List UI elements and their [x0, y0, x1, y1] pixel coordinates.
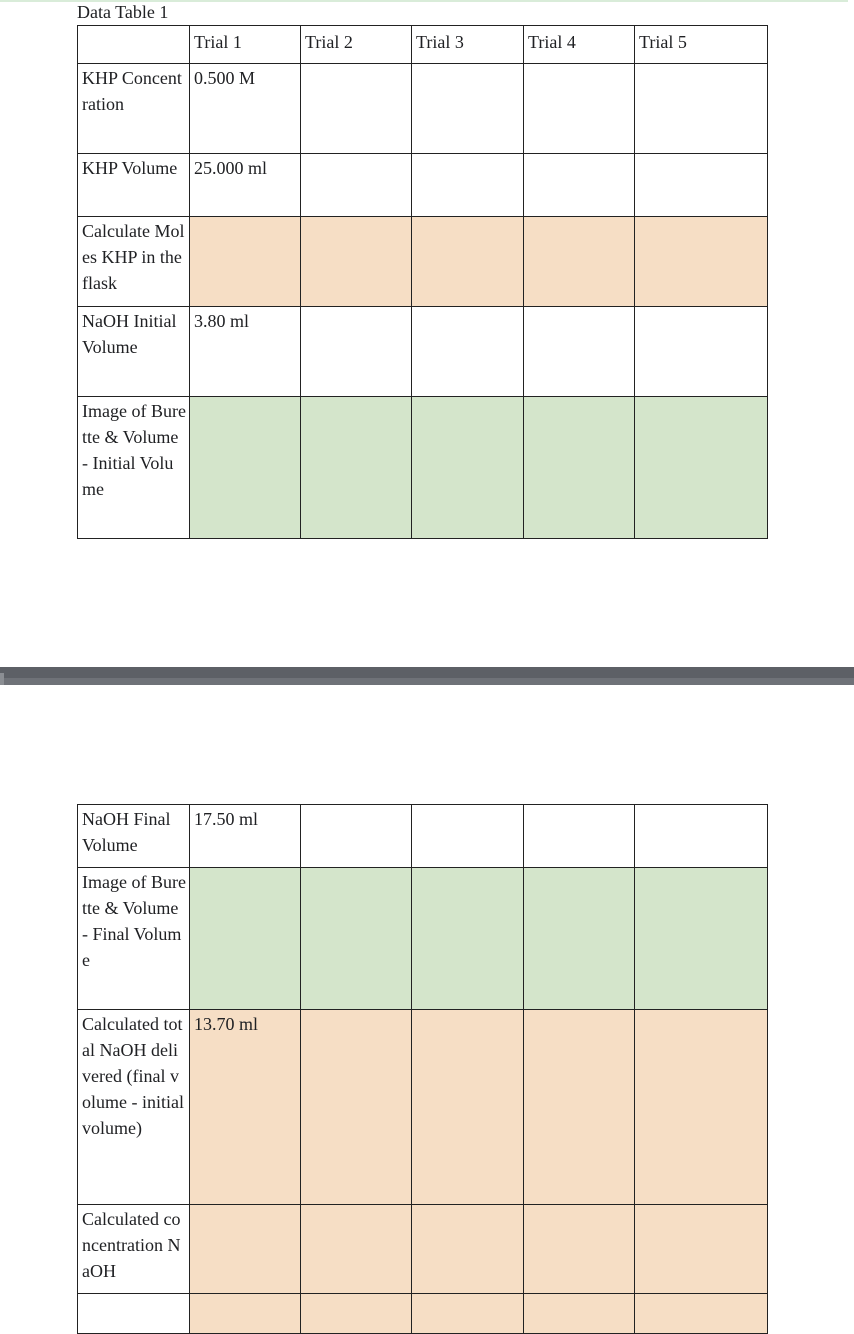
header-cell-trial-1: Trial 1: [190, 26, 301, 64]
header-row: [78, 26, 768, 64]
table-cell[interactable]: 17.50 ml: [190, 805, 301, 868]
table-caption: Data Table 1: [77, 2, 169, 22]
table-cell[interactable]: [524, 1010, 635, 1205]
table-cell[interactable]: [190, 868, 301, 1010]
table-cell[interactable]: [412, 1010, 524, 1205]
table-row: [78, 868, 768, 1010]
table-cell[interactable]: 0.500 M: [190, 64, 301, 154]
table-cell[interactable]: [635, 868, 768, 1010]
table-cell[interactable]: [635, 64, 768, 154]
table-cell[interactable]: [635, 154, 768, 217]
table-row: [78, 1010, 768, 1205]
row-label: Calculated total NaOH delivered (final volume - initial volume): [78, 1010, 190, 1205]
table-cell[interactable]: [412, 868, 524, 1010]
page-break-divider: [0, 667, 854, 685]
table-cell[interactable]: [190, 217, 301, 307]
table-cell[interactable]: [635, 805, 768, 868]
table-row: [78, 154, 768, 217]
table-cell[interactable]: [635, 217, 768, 307]
table-cell[interactable]: [524, 307, 635, 397]
table-cell[interactable]: [412, 307, 524, 397]
table-cell[interactable]: [524, 1294, 635, 1334]
header-cell-trial-4: Trial 4: [524, 26, 635, 64]
data-table-1-part-2: [77, 804, 768, 1334]
table-cell[interactable]: [301, 1294, 412, 1334]
table-cell[interactable]: [190, 1294, 301, 1334]
table-cell[interactable]: 13.70 ml: [190, 1010, 301, 1205]
table-cell[interactable]: 25.000 ml: [190, 154, 301, 217]
table-cell[interactable]: [301, 805, 412, 868]
table-cell[interactable]: [301, 64, 412, 154]
table-row: [78, 1294, 768, 1334]
data-table-1-part-1: [77, 25, 768, 539]
row-label: Calculated concentration NaOH: [78, 1205, 190, 1294]
table-cell[interactable]: [301, 1010, 412, 1205]
table-cell[interactable]: [301, 154, 412, 217]
table-cell[interactable]: [524, 1205, 635, 1294]
header-cell-trial-3: Trial 3: [412, 26, 524, 64]
table-cell[interactable]: [190, 397, 301, 539]
table-cell[interactable]: [301, 868, 412, 1010]
table-cell[interactable]: [635, 397, 768, 539]
row-label: KHP Concentration: [78, 64, 190, 154]
table-row: [78, 64, 768, 154]
table-cell[interactable]: [412, 217, 524, 307]
row-label: KHP Volume: [78, 154, 190, 217]
table-cell[interactable]: [524, 868, 635, 1010]
header-cell-trial-2: Trial 2: [301, 26, 412, 64]
table-cell[interactable]: [635, 1010, 768, 1205]
table-cell[interactable]: 3.80 ml: [190, 307, 301, 397]
table-row: [78, 1205, 768, 1294]
row-label: [78, 1294, 190, 1334]
row-label: NaOH Initial Volume: [78, 307, 190, 397]
row-label: Image of Burette & Volume - Initial Volume: [78, 397, 190, 539]
row-label: Calculate Moles KHP in the flask: [78, 217, 190, 307]
row-label: Image of Burette & Volume - Final Volume: [78, 868, 190, 1010]
table-cell[interactable]: [412, 1205, 524, 1294]
table-row: [78, 805, 768, 868]
table-row: [78, 217, 768, 307]
table-cell[interactable]: [635, 307, 768, 397]
table-cell[interactable]: [524, 397, 635, 539]
table-row: [78, 307, 768, 397]
table-cell[interactable]: [524, 154, 635, 217]
header-cell-corner: [78, 26, 190, 64]
header-cell-trial-5: Trial 5: [635, 26, 768, 64]
page-break-edge: [0, 673, 4, 685]
table-cell[interactable]: [301, 307, 412, 397]
table-cell[interactable]: [301, 1205, 412, 1294]
table-cell[interactable]: [524, 64, 635, 154]
table-cell[interactable]: [301, 397, 412, 539]
table-cell[interactable]: [412, 154, 524, 217]
table-cell[interactable]: [635, 1294, 768, 1334]
table-cell[interactable]: [412, 805, 524, 868]
table-cell[interactable]: [412, 397, 524, 539]
table-cell[interactable]: [301, 217, 412, 307]
table-cell[interactable]: [524, 217, 635, 307]
table-cell[interactable]: [412, 64, 524, 154]
table-cell[interactable]: [412, 1294, 524, 1334]
row-label: NaOH Final Volume: [78, 805, 190, 868]
table-row: [78, 397, 768, 539]
table-cell[interactable]: [635, 1205, 768, 1294]
table-cell[interactable]: [524, 805, 635, 868]
table-cell[interactable]: [190, 1205, 301, 1294]
